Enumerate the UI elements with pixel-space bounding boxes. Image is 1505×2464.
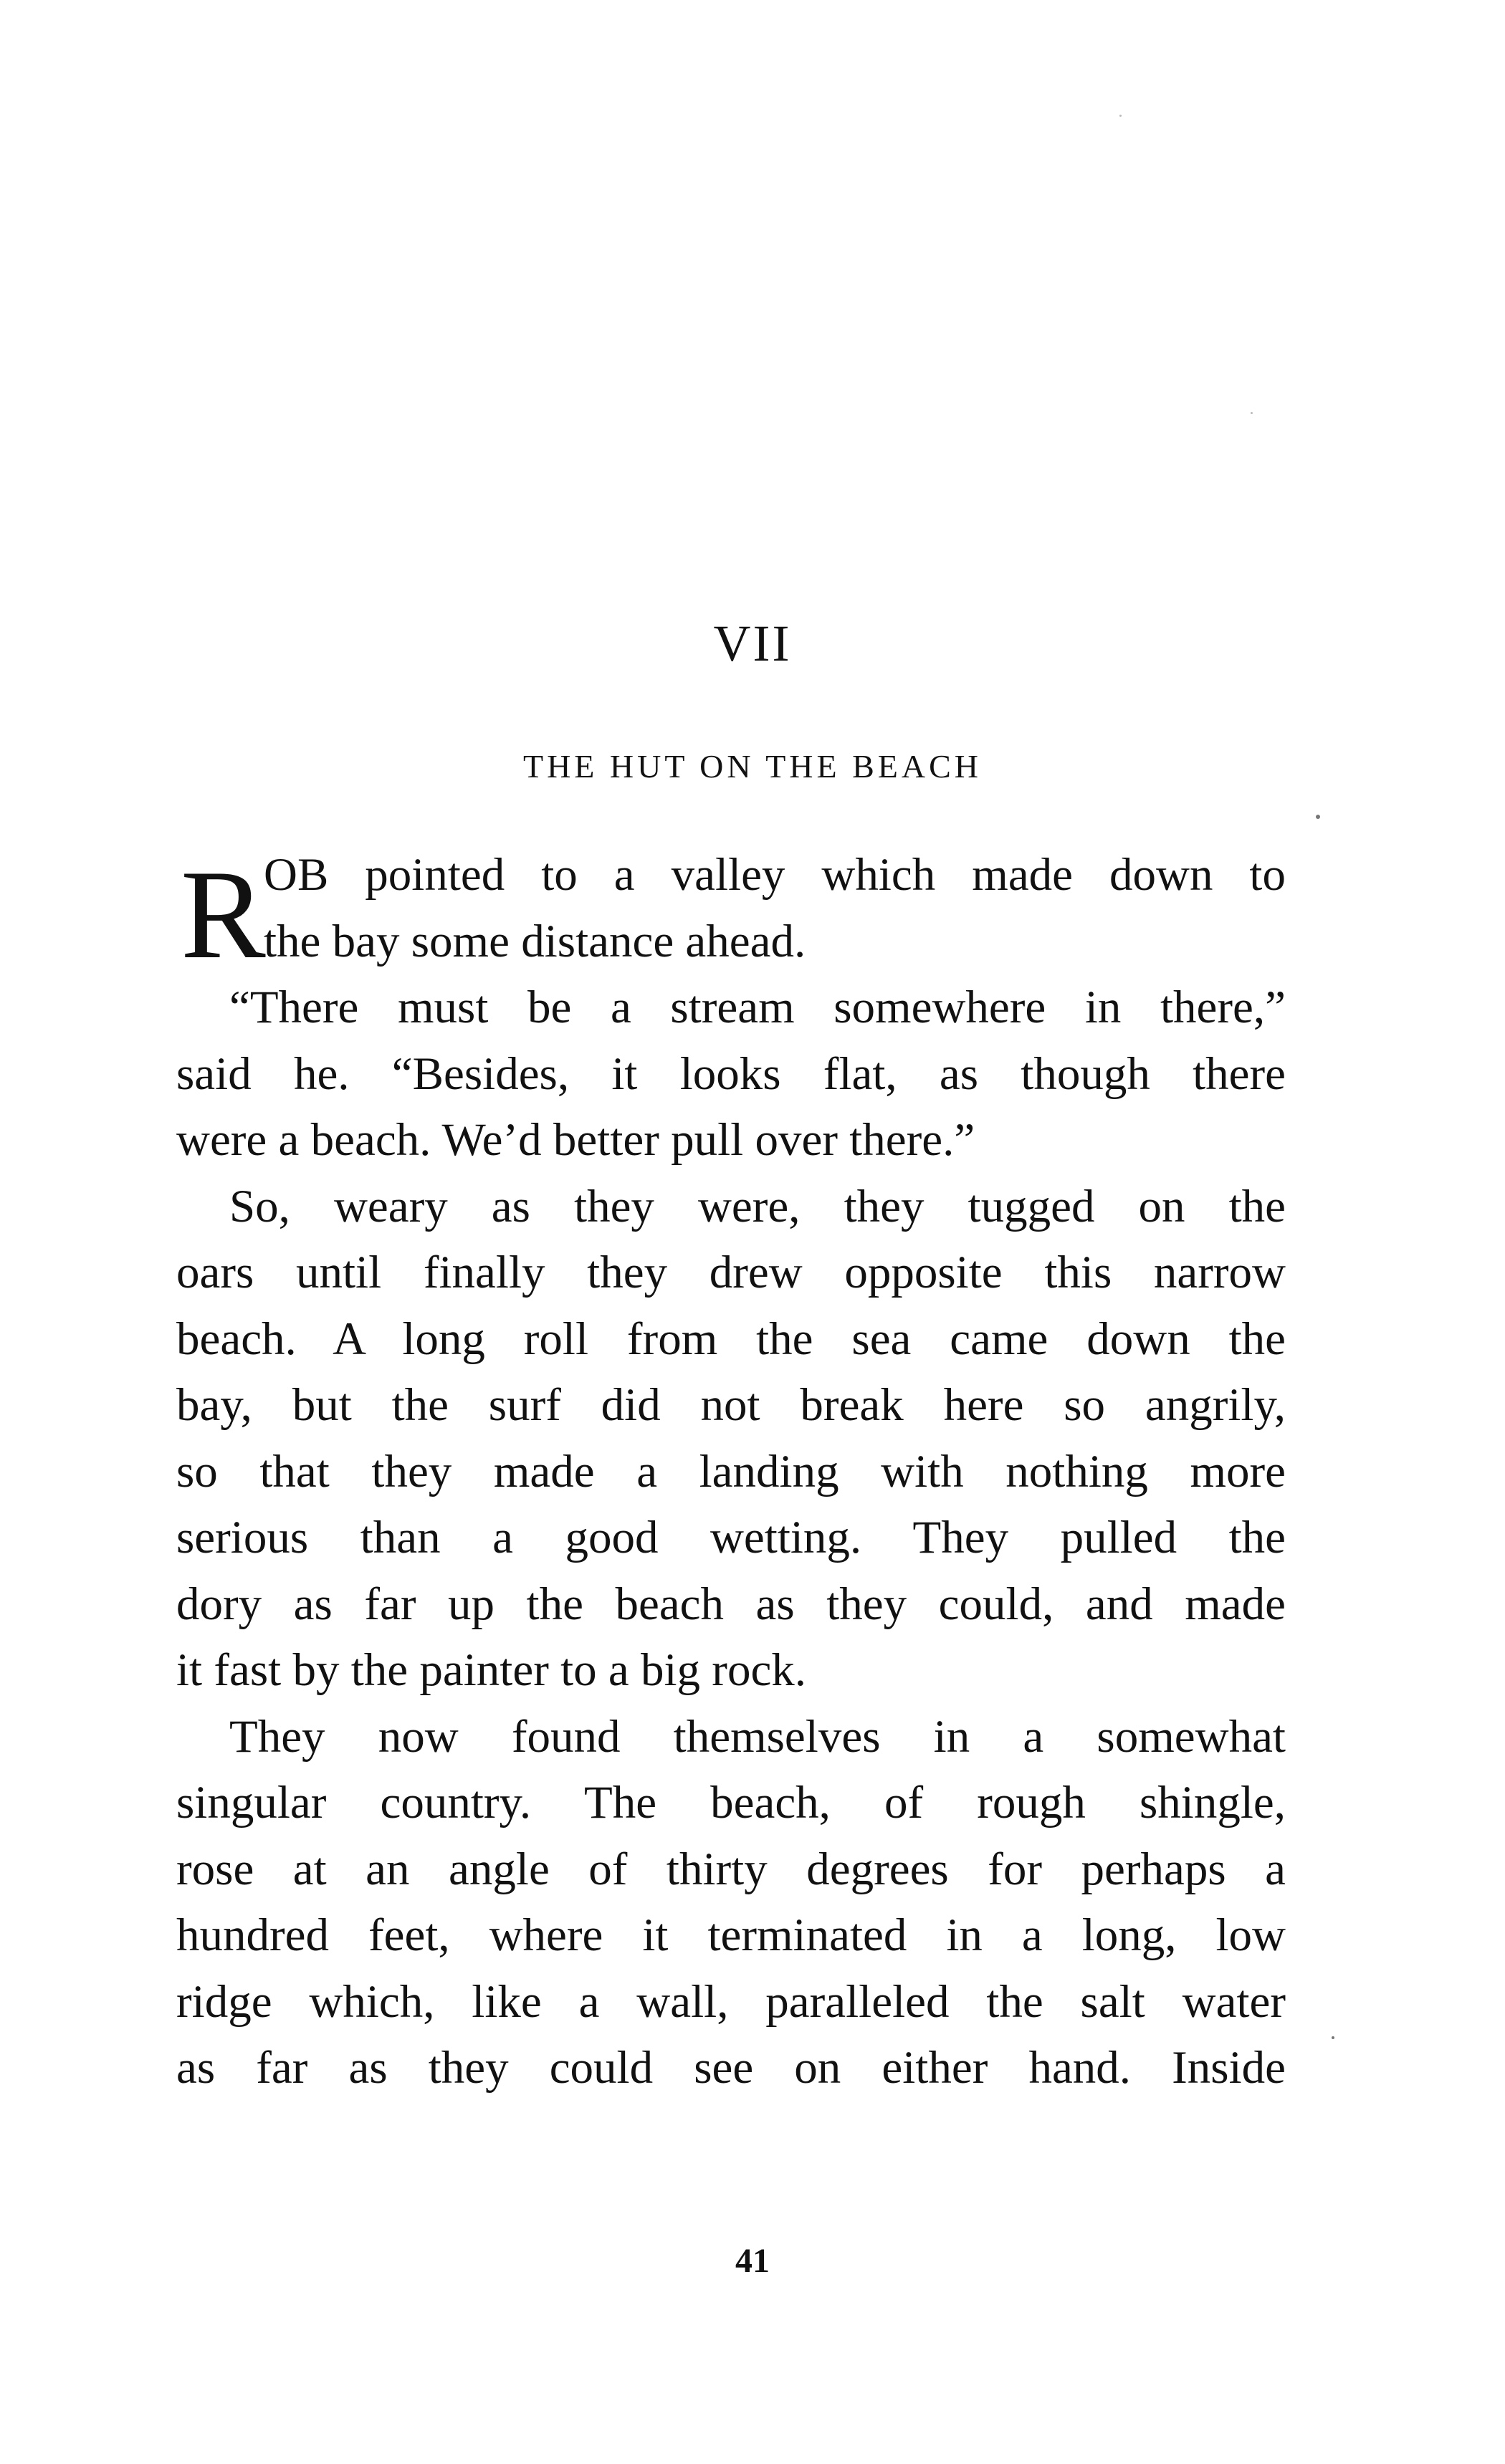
body-text (176, 842, 1286, 2101)
text-line: said he. “Besides, it looks flat, as though there (176, 1048, 1286, 1100)
paper-speck (1332, 2036, 1334, 2039)
text-line: beach. A long roll from the sea came down the (176, 1313, 1286, 1365)
text-line: dory as far up the beach as they could, and made (176, 1578, 1286, 1630)
chapter-number: VII (713, 615, 792, 672)
page-number: 41 (735, 2242, 770, 2280)
paper-speck (1119, 115, 1122, 117)
text-line: as far as they could see on either hand. Inside (176, 2042, 1286, 2094)
text-line: OB pointed to a valley which made down to (264, 849, 1286, 901)
text-line: hundred feet, where it terminated in a long, low (176, 1909, 1286, 1961)
text-line: the bay some distance ahead. (264, 915, 806, 967)
text-line: They now found themselves in a somewhat (229, 1710, 1286, 1763)
text-line: oars until finally they drew opposite this narrow (176, 1247, 1286, 1298)
text-line: bay, but the surf did not break here so angrily, (176, 1379, 1286, 1431)
text-line: it fast by the painter to a big rock. (176, 1644, 807, 1696)
text-line: rose at an angle of thirty degrees for perhaps a (176, 1843, 1286, 1895)
text-line: were a beach. We’d better pull over there.” (176, 1114, 975, 1166)
drop-cap: R (181, 843, 266, 985)
chapter-title: THE HUT ON THE BEACH (522, 748, 983, 785)
paper-speck (1251, 412, 1253, 414)
text-line: ridge which, like a wall, paralleled the salt water (176, 1975, 1286, 2028)
text-line: singular country. The beach, of rough shingle, (176, 1777, 1286, 1828)
text-line: So, weary as they were, they tugged on the (229, 1180, 1286, 1232)
text-line: “There must be a stream somewhere in there,” (229, 982, 1286, 1033)
text-line: serious than a good wetting. They pulled the (176, 1512, 1286, 1563)
text-line: so that they made a landing with nothing more (176, 1445, 1286, 1497)
paper-speck (1316, 815, 1320, 819)
